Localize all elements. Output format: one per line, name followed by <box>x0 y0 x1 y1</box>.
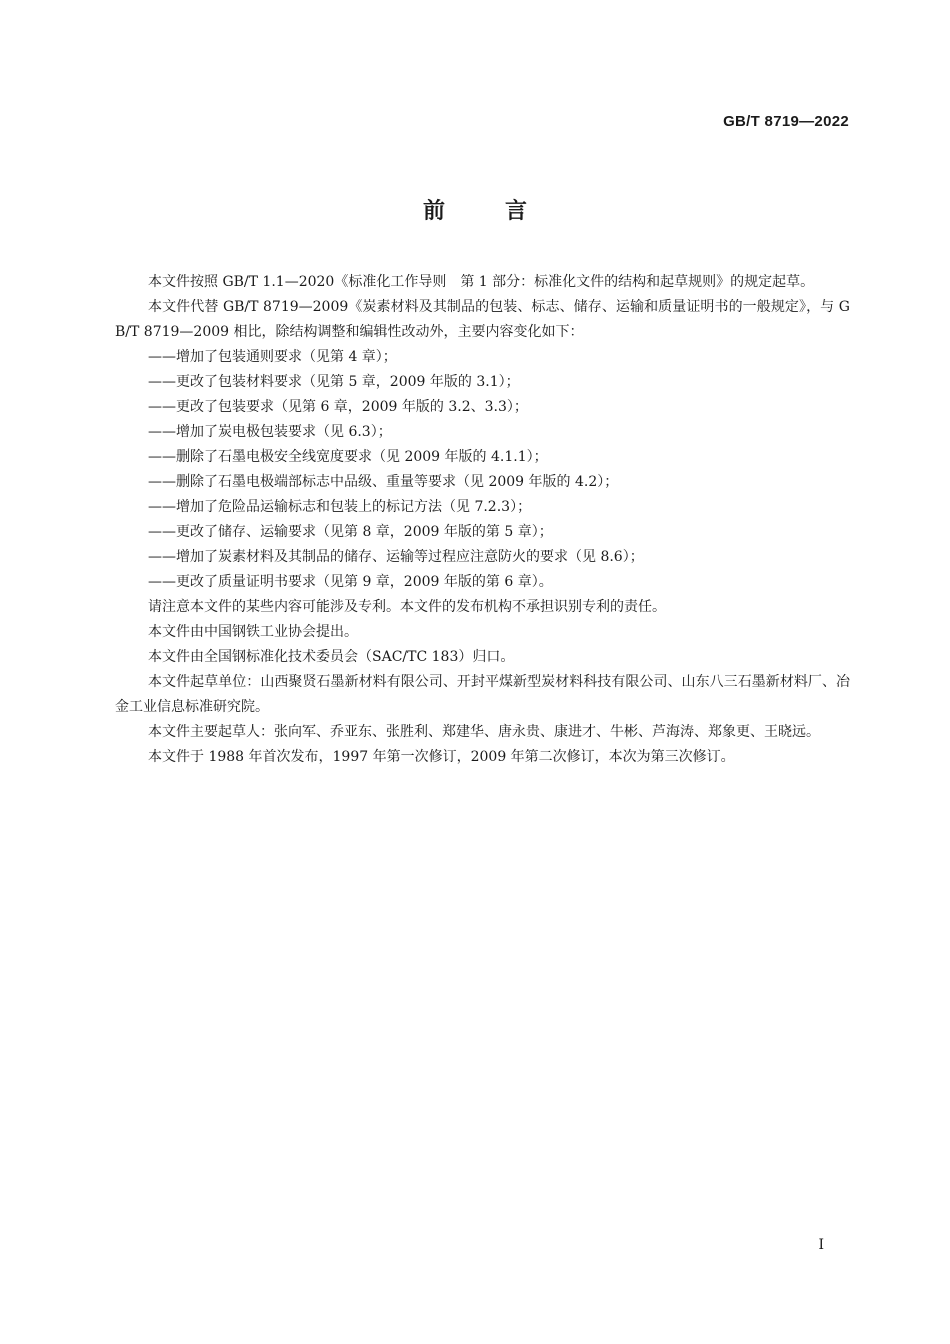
paragraph-drafters: 本文件主要起草人：张向军、乔亚东、张胜利、郑建华、唐永贵、康进才、牛彬、芦海涛、郑象更、王晓远。 <box>148 724 820 740</box>
page-title: 前言 <box>422 199 587 224</box>
changes-list <box>115 345 850 595</box>
paragraph-proposer: 本文件由中国钢铁工业协会提出。 <box>148 624 358 640</box>
paragraph-revision-history: 本文件于 1988 年首次发布，1997 年第一次修订，2009 年第二次修订，本次为第三次修订。 <box>148 749 735 765</box>
list-item: ——删除了石墨电极端部标志中品级、重量等要求（见 2009 年版的 4.2）； <box>148 474 619 490</box>
foreword-body <box>115 270 850 770</box>
list-item: ——增加了包装通则要求（见第 4 章）； <box>148 349 397 365</box>
list-item: ——更改了质量证明书要求（见第 9 章，2009 年版的第 6 章）。 <box>148 574 553 590</box>
paragraph-replacement: 本文件代替 GB/T 8719—2009《炭素材料及其制品的包装、标志、储存、运输和质量证明书的一般规定》，与 GB/T 8719—2009 相比，除结构调整和编辑性改动外，主要内容变化如下： <box>115 299 850 340</box>
list-item: ——删除了石墨电极安全线宽度要求（见 2009 年版的 4.1.1）； <box>148 449 548 465</box>
list-item: ——增加了危险品运输标志和包装上的标记方法（见 7.2.3）； <box>148 499 532 515</box>
list-item: ——更改了包装要求（见第 6 章，2009 年版的 3.2、3.3）； <box>148 399 528 415</box>
paragraph-drafting-units: 本文件起草单位：山西聚贤石墨新材料有限公司、开封平煤新型炭材料科技有限公司、山东八三石墨新材料厂、冶金工业信息标准研究院。 <box>115 674 850 715</box>
paragraph-patent-notice: 请注意本文件的某些内容可能涉及专利。本文件的发布机构不承担识别专利的责任。 <box>148 599 666 615</box>
list-item: ——增加了炭电极包装要求（见 6.3）； <box>148 424 392 440</box>
paragraph-technical-committee: 本文件由全国钢标准化技术委员会（SAC/TC 183）归口。 <box>148 649 515 665</box>
standard-number: GB/T 8719—2022 <box>723 113 849 130</box>
list-item: ——更改了包装材料要求（见第 5 章，2009 年版的 3.1）； <box>148 374 520 390</box>
list-item: ——更改了储存、运输要求（见第 8 章，2009 年版的第 5 章）； <box>148 524 553 540</box>
list-item: ——增加了炭素材料及其制品的储存、运输等过程应注意防火的要求（见 8.6）； <box>148 549 644 565</box>
paragraph-drafting-rules: 本文件按照 GB/T 1.1—2020《标准化工作导则 第 1 部分：标准化文件的结构和起草规则》的规定起草。 <box>148 274 815 290</box>
page-number: I <box>818 1237 824 1253</box>
